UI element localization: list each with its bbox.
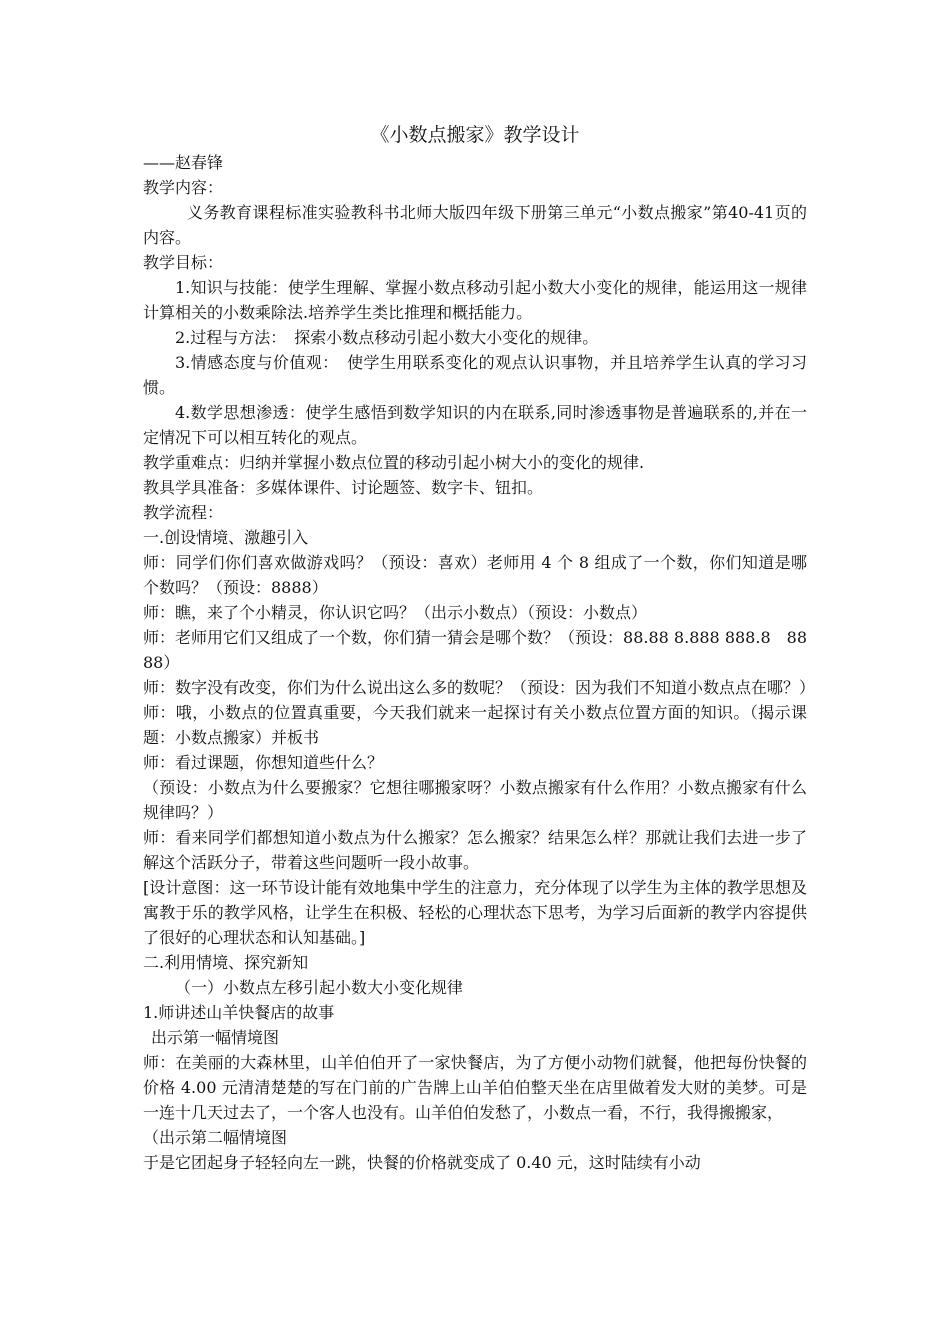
paragraph: ——赵春锋 <box>143 153 224 172</box>
paragraph: （出示第二幅情境图 <box>143 1128 288 1147</box>
paragraph: 出示第一幅情境图 <box>151 1028 280 1047</box>
paragraph: 师：数字没有改变，你们为什么说出这么多的数呢？（预设：因为我们不知道小数点点在哪？） <box>143 678 816 697</box>
paragraph: 师：老师用它们又组成了一个数，你们猜一猜会是哪个数？（预设：88.88 8.888 888.8 8888） <box>143 628 807 672</box>
paragraph: 教学重难点：归纳并掌握小数点位置的移动引起小树大小的变化的规律. <box>143 453 645 472</box>
paragraph: 教学流程： <box>143 503 224 522</box>
paragraph: 师：看来同学们都想知道小数点为什么搬家？怎么搬家？结果怎么样？那就让我们去进一步了解这个活跃分子，带着这些问题听一段小故事。 <box>143 828 807 872</box>
document-body <box>143 150 816 1175</box>
paragraph: 1.知识与技能：使学生理解、掌握小数点移动引起小数大小变化的规律，能运用这一规律计算相关的小数乘除法.培养学生类比推理和概括能力。 <box>143 278 807 322</box>
paragraph: 1.师讲述山羊快餐店的故事 <box>143 1003 335 1022</box>
paragraph: 师：看过课题，你想知道些什么？ <box>143 753 384 772</box>
paragraph: 教学目标： <box>143 253 224 272</box>
paragraph: 一.创设情境、激趣引入 <box>143 528 309 547</box>
paragraph: 二.利用情境、探究新知 <box>143 953 309 972</box>
paragraph: 于是它团起身子轻轻向左一跳，快餐的价格就变成了 0.40 元，这时陆续有小动 <box>143 1153 701 1172</box>
document-title: 《小数点搬家》教学设计 <box>370 124 580 146</box>
paragraph: （预设：小数点为什么要搬家？它想往哪搬家呀？小数点搬家有什么作用？小数点搬家有什么规律吗？） <box>143 778 807 822</box>
paragraph: 2.过程与方法： 探索小数点移动引起小数大小变化的规律。 <box>175 328 599 347</box>
paragraph: 教学内容： <box>143 178 224 197</box>
paragraph: （一）小数点左移引起小数大小变化规律 <box>175 978 464 997</box>
paragraph: 师：同学们你们喜欢做游戏吗？（预设：喜欢）老师用 4 个 8 组成了一个数，你们知道是哪个数吗？（预设：8888） <box>143 553 807 597</box>
paragraph: 4.数学思想渗透：使学生感悟到数学知识的内在联系,同时渗透事物是普遍联系的,并在一定情况下可以相互转化的观点。 <box>143 403 807 447</box>
paragraph: [设计意图：这一环节设计能有效地集中学生的注意力，充分体现了以学生为主体的教学思想及寓教于乐的教学风格，让学生在积极、轻松的心理状态下思考，为学习后面新的教学内容提供了很好的心理状态和认知基础。] <box>143 878 807 947</box>
paragraph: 师：在美丽的大森林里，山羊伯伯开了一家快餐店，为了方便小动物们就餐，他把每份快餐的价格 4.00 元清清楚楚的写在门前的广告牌上山羊伯伯整天坐在店里做着发大财的美梦。可是一连十几天过去了，一个客人也没有。山羊伯伯发愁了，小数点一看，不行，我得搬搬家， <box>143 1053 807 1122</box>
paragraph: 3.情感态度与价值观： 使学生用联系变化的观点认识事物，并且培养学生认真的学习习惯。 <box>143 353 807 397</box>
paragraph: 义务教育课程标准实验教科书北师大版四年级下册第三单元“小数点搬家”第40-41页的内容。 <box>143 203 807 247</box>
paragraph: 教具学具准备：多媒体课件、讨论题签、数字卡、钮扣。 <box>143 478 544 497</box>
paragraph: 师：哦，小数点的位置真重要，今天我们就来一起探讨有关小数点位置方面的知识。（揭示课题：小数点搬家）并板书 <box>143 703 807 747</box>
paragraph: 师：瞧，来了个小精灵，你认识它吗？（出示小数点）（预设：小数点） <box>143 603 648 622</box>
